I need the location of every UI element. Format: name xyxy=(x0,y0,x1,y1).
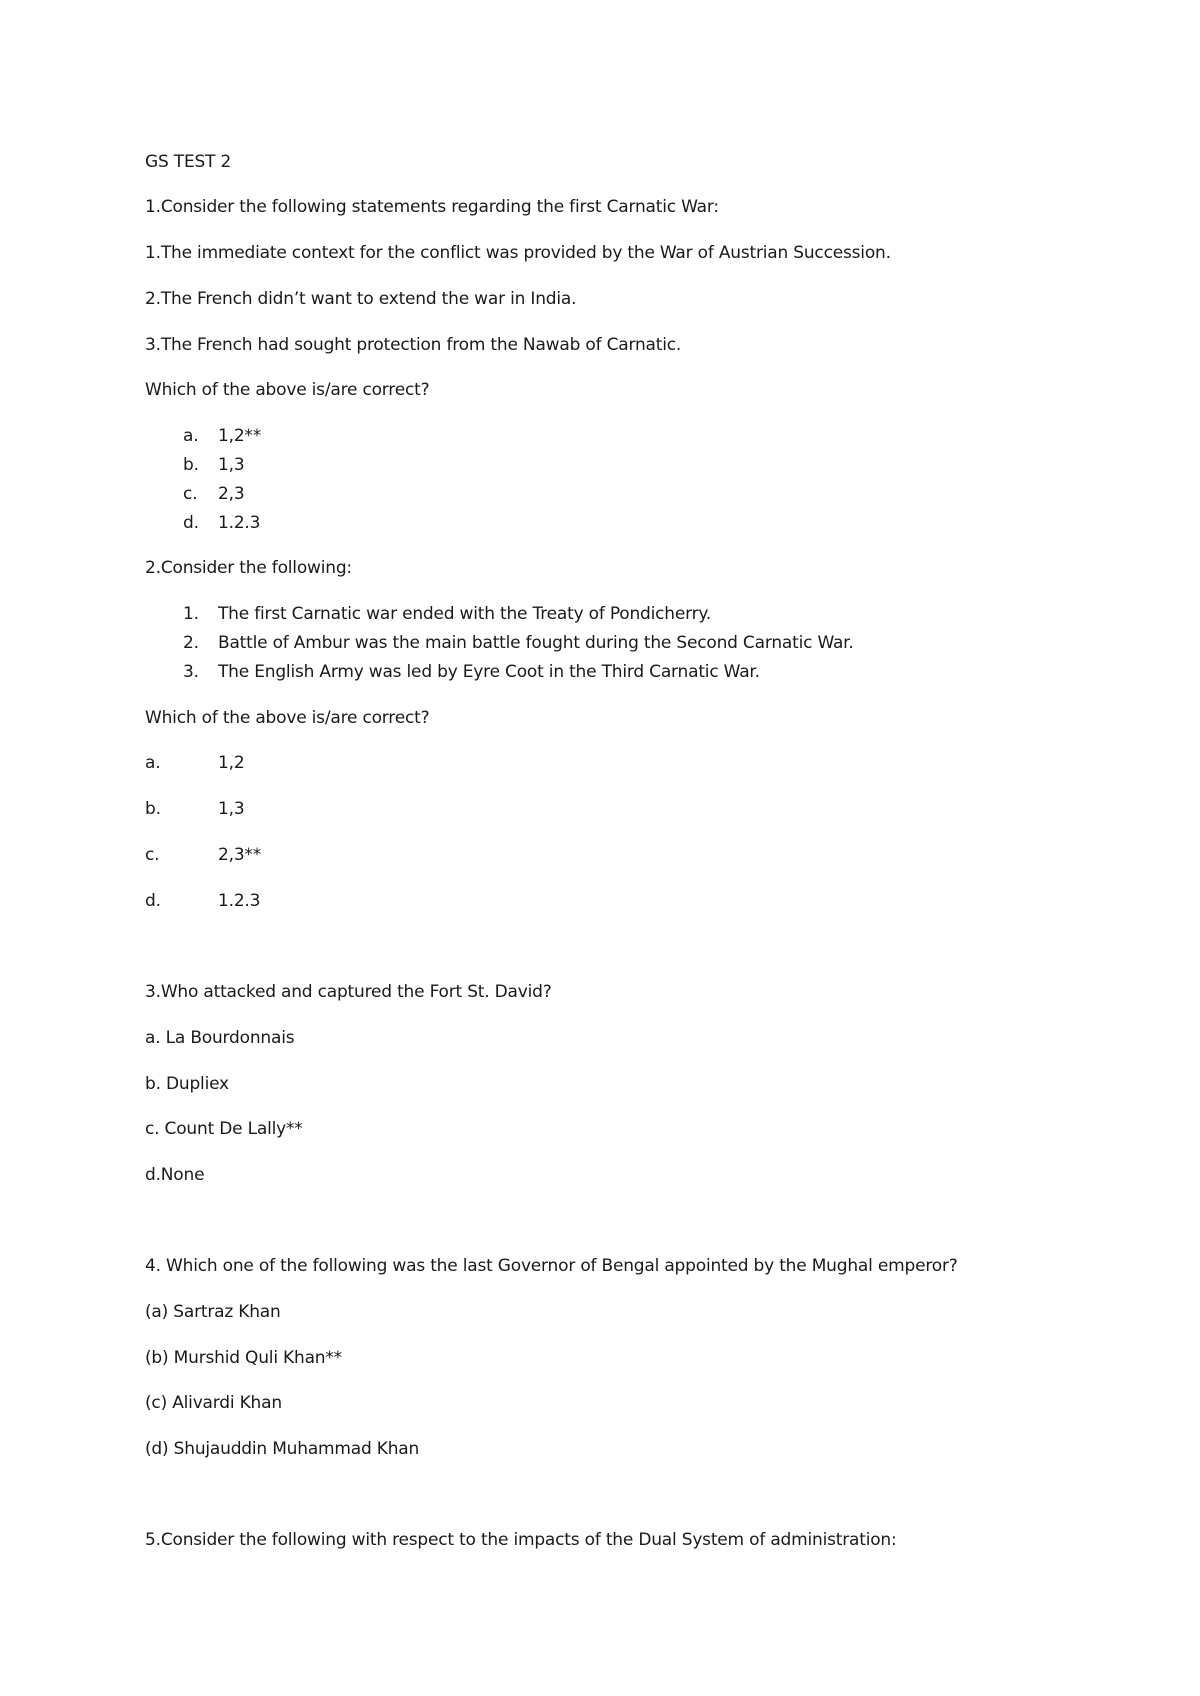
statement-text: The first Carnatic war ended with the Treaty of Pondicherry. xyxy=(218,604,712,624)
option-text: 1,3 xyxy=(218,455,245,475)
option-marker: a. xyxy=(145,753,161,773)
q1-prompt: Which of the above is/are correct? xyxy=(145,380,430,400)
q4-stem: 4. Which one of the following was the last Governor of Bengal appointed by the Mughal emperor? xyxy=(145,1256,958,1276)
q1-statement: 1.The immediate context for the conflict was provided by the War of Austrian Succession. xyxy=(145,243,891,263)
q3-stem: 3.Who attacked and captured the Fort St. David? xyxy=(145,982,552,1002)
option-text: 2,3 xyxy=(218,484,245,504)
statement-text: The English Army was led by Eyre Coot in the Third Carnatic War. xyxy=(218,662,760,682)
q1-statement: 2.The French didn’t want to extend the war in India. xyxy=(145,289,577,309)
q3-option: d.None xyxy=(145,1165,205,1185)
q5-stem: 5.Consider the following with respect to the impacts of the Dual System of administration: xyxy=(145,1530,897,1550)
q1-statement: 3.The French had sought protection from the Nawab of Carnatic. xyxy=(145,335,682,355)
q2-prompt: Which of the above is/are correct? xyxy=(145,708,430,728)
option-text: 1,2** xyxy=(218,426,262,446)
option-text: 1.2.3 xyxy=(218,891,261,911)
option-text: 2,3** xyxy=(218,845,262,865)
option-text: 1,2 xyxy=(218,753,245,773)
option-marker: b. xyxy=(183,455,199,475)
statement-marker: 1. xyxy=(183,604,199,624)
q3-option: b. Dupliex xyxy=(145,1074,229,1094)
statement-text: Battle of Ambur was the main battle fought during the Second Carnatic War. xyxy=(218,633,854,653)
q4-option: (d) Shujauddin Muhammad Khan xyxy=(145,1439,420,1459)
option-marker: c. xyxy=(145,845,160,865)
q3-option: c. Count De Lally** xyxy=(145,1119,303,1139)
q4-option: (b) Murshid Quli Khan** xyxy=(145,1348,342,1368)
page-title: GS TEST 2 xyxy=(145,152,232,172)
q1-stem: 1.Consider the following statements regarding the first Carnatic War: xyxy=(145,197,719,217)
q4-option: (a) Sartraz Khan xyxy=(145,1302,281,1322)
option-marker: d. xyxy=(145,891,161,911)
option-text: 1.2.3 xyxy=(218,513,261,533)
option-marker: b. xyxy=(145,799,161,819)
option-marker: a. xyxy=(183,426,199,446)
option-marker: c. xyxy=(183,484,198,504)
statement-marker: 2. xyxy=(183,633,199,653)
option-text: 1,3 xyxy=(218,799,245,819)
option-marker: d. xyxy=(183,513,199,533)
statement-marker: 3. xyxy=(183,662,199,682)
q3-option: a. La Bourdonnais xyxy=(145,1028,295,1048)
q4-option: (c) Alivardi Khan xyxy=(145,1393,282,1413)
q2-stem: 2.Consider the following: xyxy=(145,558,352,578)
